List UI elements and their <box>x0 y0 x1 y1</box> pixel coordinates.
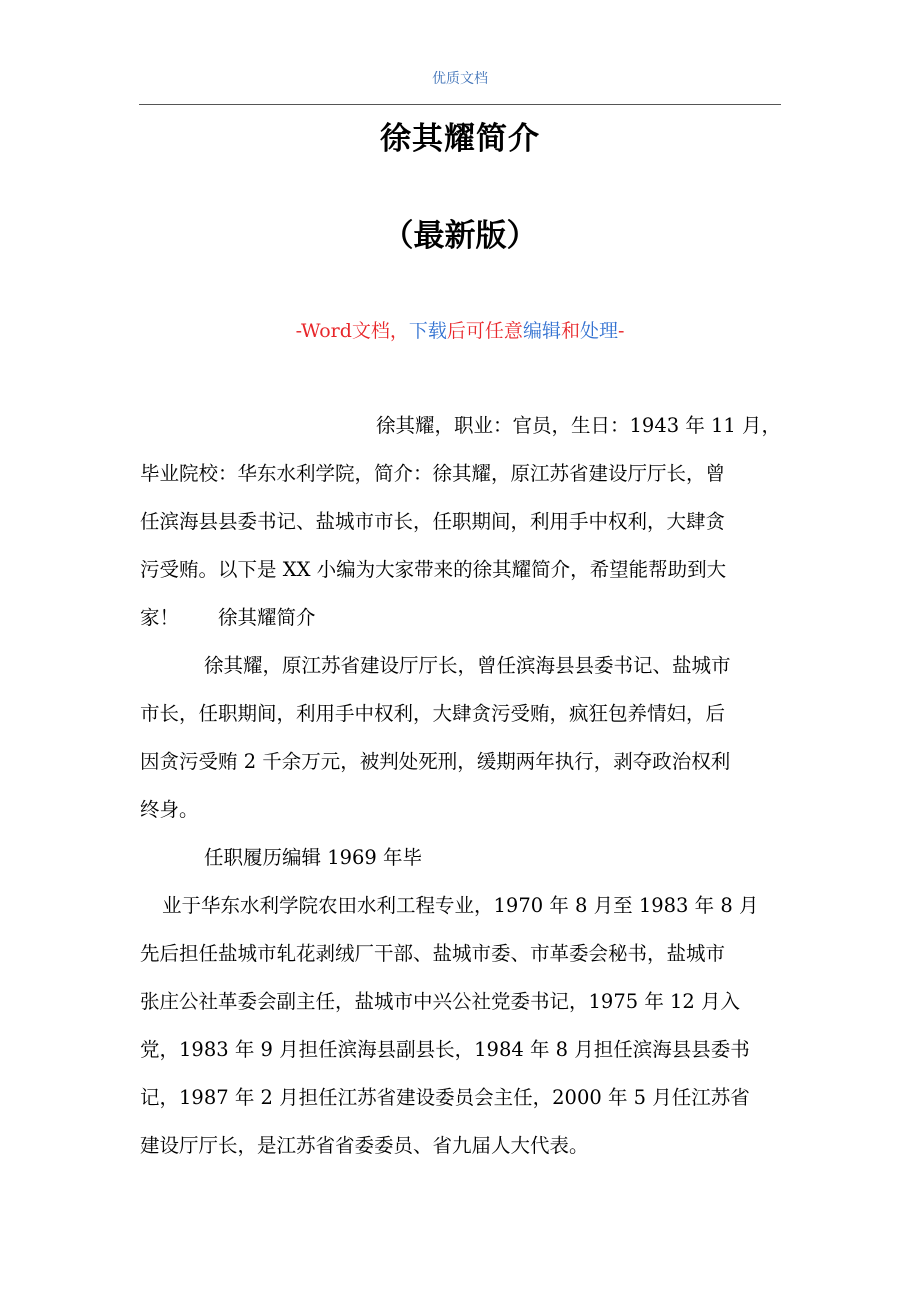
banner-segment: 处理 <box>579 320 618 342</box>
paragraph-line: 建设厅厅长，是江苏省省委委员、省九届人大代表。 <box>140 1134 589 1157</box>
paragraph-career <box>140 882 790 1170</box>
paragraph-line: 记，1987 年 2 月担任江苏省建设委员会主任，2000 年 5 月任江苏省 <box>140 1086 750 1109</box>
paragraph-line: 毕业院校：华东水利学院，简介：徐其耀，原江苏省建设厅厅长，曾 <box>140 462 726 485</box>
banner-segment: 下载 <box>408 320 447 342</box>
paragraph-summary <box>140 642 790 834</box>
paragraph-intro <box>140 402 790 642</box>
document-title: 徐其耀简介 <box>380 121 540 157</box>
paragraph-line: 先后担任盐城市轧花剥绒厂干部、盐城市委、市革委会秘书，盐城市 <box>140 942 726 965</box>
paragraph-line: 任滨海县县委书记、盐城市市长，任职期间，利用手中权利，大肆贪 <box>140 510 726 533</box>
paragraph-line: 任职履历编辑 1969 年毕 <box>204 846 423 869</box>
paragraph-career-heading <box>140 834 790 882</box>
paragraph-line: 家！ 徐其耀简介 <box>140 606 316 629</box>
paragraph-line: 张庄公社革委会副主任，盐城市中兴公社党委书记，1975 年 12 月入 <box>140 990 741 1013</box>
banner-segment: 后可任意 <box>446 320 523 342</box>
paragraph-line: 党，1983 年 9 月担任滨海县副县长，1984 年 8 月担任滨海县县委书 <box>140 1038 750 1061</box>
paragraph-line: 业于华东水利学院农田水利工程专业，1970 年 8 月至 1983 年 8 月 <box>162 894 759 917</box>
banner-segment: 文档， <box>351 320 409 342</box>
header-divider <box>139 104 781 105</box>
paragraph-line: 徐其耀，原江苏省建设厅厅长，曾任滨海县县委书记、盐城市 <box>204 654 731 677</box>
header-label: 优质文档 <box>432 71 488 87</box>
paragraph-line: 终身。 <box>140 798 199 821</box>
paragraph-line: 污受贿。以下是 XX 小编为大家带来的徐其耀简介，希望能帮助到大 <box>140 558 727 581</box>
paragraph-line: 市长，任职期间，利用手中权利，大肆贪污受贿，疯狂包养情妇，后 <box>140 702 726 725</box>
banner-segment: - <box>617 320 625 342</box>
banner-segment: 和 <box>560 320 580 342</box>
paragraph-line: 因贪污受贿 2 千余万元，被判处死刑，缓期两年执行，剥夺政治权利 <box>140 750 731 773</box>
edit-banner <box>0 316 920 343</box>
document-subtitle: （最新版） <box>382 218 538 254</box>
banner-segment: 编辑 <box>522 320 561 342</box>
banner-segment: -Word <box>295 320 352 342</box>
paragraph-line: 徐其耀，职业：官员，生日：1943 年 11 月， <box>376 414 782 437</box>
